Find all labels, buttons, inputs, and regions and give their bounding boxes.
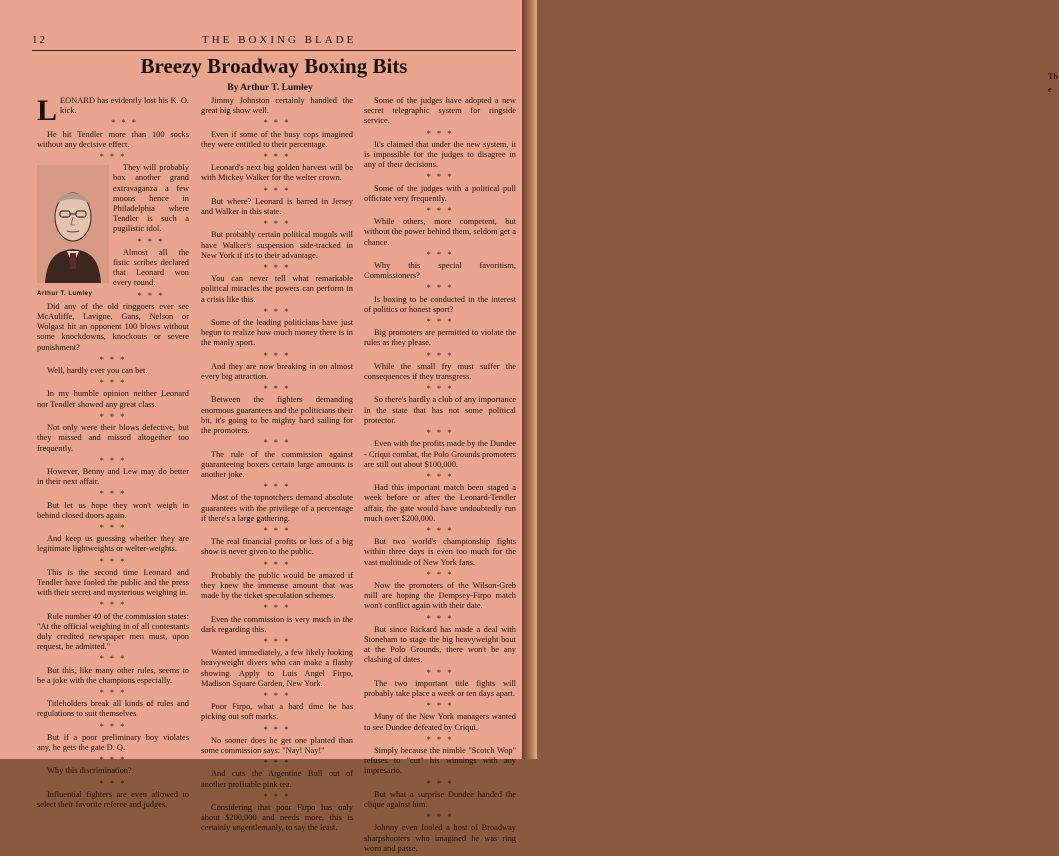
paragraph: Most of the topnotchers demand absolute guarantees with the privilege of a percentage if there's a large gathering. [201,493,353,523]
paragraph: Big promoters are permitted to violate the rules as they please. [364,328,516,348]
separator: * * * [137,290,165,300]
paragraph: But where? Leonard is barred in Jersey and Walker in this state. [201,196,353,217]
running-header [32,34,514,48]
paragraph: Leonard's next big golden harvest will be with Mickey Walker for the welter crown. [201,163,353,183]
separator: * * * [99,378,127,388]
separator: * * * [137,236,165,246]
portrait-caption: Arthur T. Lumley [37,291,93,298]
separator: * * * [111,118,138,128]
author-portrait [37,165,109,298]
adjacent-page-text: The [1048,72,1058,94]
paragraph: Between the fighters demanding enormous guarantees and the politicians their bit, it's going to be mighty hard sailing for the promoters. [201,395,353,436]
paragraph: Well, hardly ever you can bet. [47,366,148,376]
paragraph: Even the commission is very much in the dark regarding this. [201,614,353,634]
separator: * * * [99,778,127,788]
paragraph: Is boxing to be conducted in the interest of politics or honest sport? [364,294,516,314]
paragraph: Why this special favoritism, Commissioners? [364,261,516,281]
paragraph: It's claimed that under the new system, it is impossible for the judges to disagree in any of their decisions. [364,139,516,170]
paragraph: The rule of the commission against guaranteeing boxers certain large amounts is another joke. [201,449,353,479]
paragraph: And keep us guessing whether they are legitimate lightweights or welter-weights. [37,534,189,554]
separator: * * * [99,600,127,610]
paragraph: Wanted immediately, a few likely looking heavyweight divers who can make a flashy showing. Apply to Luis Angel Firpo, Madison Square Garden, New York. [201,648,353,688]
paragraph: Influential fighters are even allowed to select their favorite referee and judges. [37,789,189,809]
separator: * * * [426,172,454,182]
paragraph: Had this important match been staged a week before or after the Leonard-Tendler affair, the gate would have undoubtedly run much over $200,000. [364,483,516,523]
paragraph: Rule number 40 of the commission states: "At the official weighing in of all contestants duly credited newspaper men must, upon request, be admitted." [37,611,189,652]
paragraph: While the small fry must suffer the consequences if they transgress. [364,361,516,382]
separator: * * * [426,206,454,216]
separator: * * * [99,411,127,421]
paragraph: Considering that poor Firpo has only about $200,000 and needs more, this is certainly ungentlemanly, to say the least. [201,803,353,833]
page-number: 12 [32,34,47,46]
separator: * * * [99,687,127,697]
paragraph: This is the second time Leonard and Tendler have fooled the public and the press with their secret and mysterious weighing in. [37,567,189,598]
paragraph: Almost all the fistic scribes declared that Leonard won every round. [113,247,189,288]
separator: * * * [426,613,454,623]
paragraph: And cuts the Argentine Bull out of another profitable pink tea. [201,769,353,789]
paragraph: Even if some of the busy cops imagined they were entitled to their percentage. [201,129,353,149]
separator: * * * [99,556,127,566]
paragraph: In my humble opinion neither Leonard nor Tendler showed any great class. [37,389,189,409]
separator: * * * [263,758,291,768]
paragraph: Johnny even fooled a host of Broadway sharpshooters who imagined he was ring worn and passe. [364,823,516,853]
column-2 [201,96,353,836]
separator: * * * [426,734,454,744]
paragraph: Many of the New York managers wanted to see Dundee defeated by Criqui. [364,712,516,732]
lead-paragraph [37,94,189,127]
paragraph: However, Benny and Lew may do better in their next affair. [37,466,189,487]
article-title: Breezy Broadway Boxing Bits [140,54,408,78]
magazine-name: THE BOXING BLADE [202,34,357,46]
paragraph: Poor Firpo, what a hard time he has picking out soft marks. [201,702,353,722]
separator: * * * [426,569,454,579]
header-rule [32,50,516,51]
separator: * * * [99,654,127,664]
separator: * * * [263,636,291,646]
separator: * * * [426,525,454,535]
paragraph: But if a poor preliminary boy violates any, he gets the gate D. Q. [37,732,189,752]
paragraph: Some of the leading politicians have just begun to realize how much money there is in the manly sport. [201,318,353,348]
separator: * * * [99,721,127,731]
separator: * * * [263,724,291,734]
portrait-image [37,165,109,291]
separator: * * * [99,152,127,162]
separator: * * * [263,263,291,273]
separator: * * * [426,778,454,788]
separator: * * * [426,249,454,259]
separator: * * * [263,384,291,394]
paragraph: Why this discrimination? [47,766,132,776]
article-byline: By Arthur T. Lumley [227,83,313,93]
separator: * * * [426,317,454,327]
column-1 [37,96,189,812]
paragraph: Did any of the old ringgoers ever see McAuliffe, Lavigne, Gans, Nelson or Wolgast hit an opponent 100 blows without some knockdowns, knockouts or severe punishment? [37,301,189,352]
separator: * * * [263,306,291,316]
paragraph: But since Rickard has made a deal with Stoneham to stage the big heavyweight bout at the Polo Grounds, there won't be any clashing of dates. [364,624,516,665]
paragraph: The two important title fights will probably take place a week or ten days apart. [364,678,516,698]
separator: * * * [99,354,127,364]
separator: * * * [426,812,454,822]
separator: * * * [263,482,291,492]
separator: * * * [263,219,291,229]
paragraph: Simply because the nimble "Scotch Wop" refuses to "cut" his winnings with any impresario. [364,745,516,776]
paragraph: Jimmy Johnston certainly handled the great big show well. [201,96,353,116]
column-3 [364,96,516,856]
paragraph: But probably certain political moguls will have Walker's suspension side-tracked in New York if it's to their advantage. [201,230,353,260]
separator: * * * [426,428,454,438]
paragraph: EONARD has evidently lost his K. O. kick. [60,96,189,116]
paragraph: But let us hope they won't weigh in behind closed doors again. [37,500,189,520]
separator: * * * [99,489,127,499]
separator: * * * [263,152,291,162]
separator: * * * [99,522,127,532]
paragraph: Even with the profits made by the Dundee - Criqui combat, the Polo Grounds promoters are still out about $100,000. [364,439,516,469]
separator: * * * [263,559,291,569]
paragraph: But this, like many other rules, seems to be a joke with the champions especially. [37,665,189,685]
paragraph: But two world's championship fights within three days is even too much for the vast multitude of New York fans. [364,537,516,567]
paragraph: No sooner does he get one planted than some commission says: "Nay! Nay!" [201,735,353,755]
paragraph: They will probably box another grand extravaganza a few moons hence in Philadelphia where Tendler is such a pugilistic idol. [113,163,189,234]
paragraph: Probably the public would be amazed if they knew the immense amount that was made by the ticket speculation schemes. [201,570,353,601]
separator: * * * [426,384,454,394]
separator: * * * [263,438,291,448]
separator: * * * [263,525,291,535]
paragraph: He hit Tendler more than 100 socks without any decisive effect. [37,129,189,149]
separator: * * * [263,118,291,128]
paragraph: You can never tell what remarkable political miracles the powers can perform in a crisis like this. [201,274,353,304]
drop-cap: L [37,94,58,127]
separator: * * * [99,755,127,765]
separator: * * * [263,603,291,613]
paragraph: Now the promoters of the Wilson-Greb mill are hoping the Dempsey-Firpo match won't conflict again with their date. [364,580,516,611]
paragraph: But what a surprise Dundee handed the clique against him. [364,789,516,809]
paragraph: While others, more competent, but without the power behind them, seldom get a chance. [364,217,516,247]
separator: * * * [426,471,454,481]
paragraph: The real financial profits or loss of a big show is never given to the public. [201,537,353,557]
separator: * * * [426,701,454,711]
separator: * * * [426,667,454,677]
separator: * * * [99,455,127,465]
paragraph: And they are now breaking in on almost every big attraction. [201,361,353,382]
magazine-page [0,0,522,853]
separator: * * * [426,350,454,360]
paragraph: Not only were their blows defective, but they missed and missed altogether too frequently. [37,423,189,453]
paragraph: Some of the judges have adopted a new secret telegraphic system for ringside service. [364,96,516,126]
adjacent-page-edge [522,0,1058,759]
separator: * * * [263,350,291,360]
separator: * * * [426,283,454,293]
paragraph: So there's hardly a club of any importance in the state that has not some political protector. [364,395,516,425]
separator: * * * [263,185,291,195]
separator: * * * [426,128,454,138]
paragraph: Titleholders break all kinds of rules and regulations to suit themselves. [37,699,189,719]
paragraph: Some of the judges with a political pull officiate very frequently. [364,183,516,203]
separator: * * * [263,690,291,700]
separator: * * * [263,791,291,801]
